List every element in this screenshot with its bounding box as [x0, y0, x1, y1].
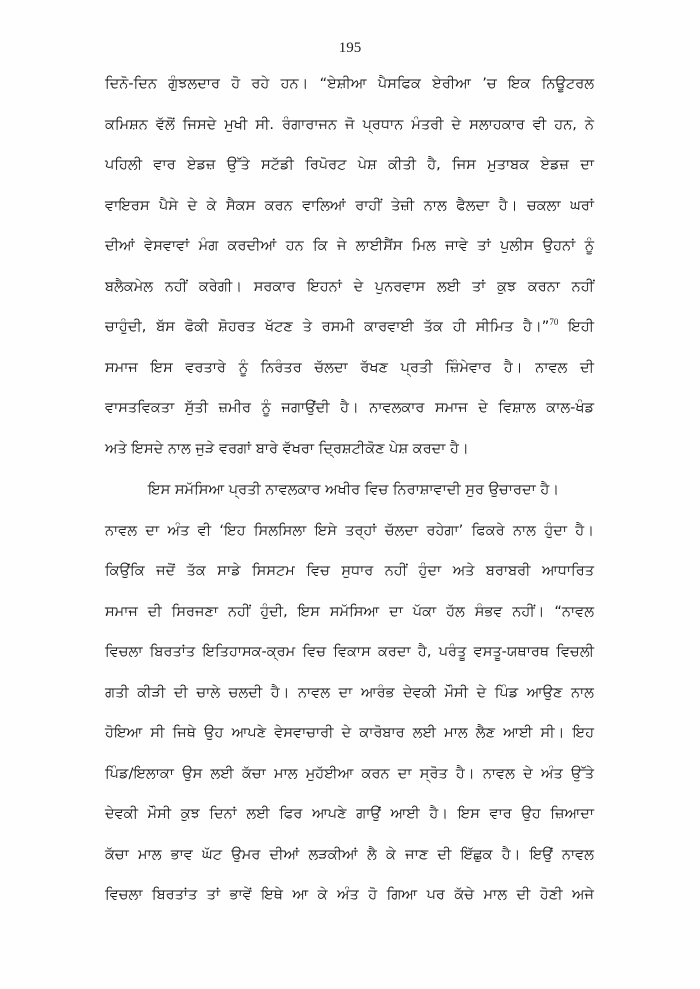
text-segment: ਇਹੀ — [558, 319, 595, 335]
text-line: ਹੋਇਆ ਸੀ ਜਿਥੇ ਉਹ ਆਪਣੇ ਵੇਸਵਾਚਾਰੀ ਦੇ ਕਾਰੋਬਾਰ ਲਈ ਮਾਲ ਲੈਣ ਆਈ ਸੀ। ਇਹ — [105, 725, 594, 741]
text-line: ਗਤੀ ਕੀੜੀ ਦੀ ਚਾਲੇ ਚਲਦੀ ਹੈ। ਨਾਵਲ ਦਾ ਆਰੰਭ ਦੇਵਕੀ ਮੌਸੀ ਦੇ ਪਿੰਡ ਆਉਣ ਨਾਲ — [105, 684, 594, 701]
text-line: ਬਲੈਕਮੇਲ ਨਹੀਂ ਕਰੇਗੀ। ਸਰਕਾਰ ਇਹਨਾਂ ਦੇ ਪੁਨਰਵਾਸ ਲਈ ਤਾਂ ਕੁਝ ਕਰਨਾ ਨਹੀਂ — [105, 278, 594, 295]
paragraph-2 — [105, 470, 594, 916]
text-line: ਦਿਨੋ-ਦਿਨ ਗੁੰਝਲਦਾਰ ਹੋ ਰਹੇ ਹਨ। “ਏਸ਼ੀਆ ਪੈਸਫਿਕ ਏਰੀਆ ’ਚ ਇਕ ਨਿਊਟਰਲ — [105, 76, 594, 92]
text-line: ਵਿਚਲਾ ਬਿਰਤਾਂਤ ਤਾਂ ਭਾਵੇਂ ਇਥੇ ਆ ਕੇ ਅੰਤ ਹੋ ਗਿਆ ਪਰ ਕੱਚੇ ਮਾਲ ਦੀ ਹੋਣੀ ਅਜੇ — [105, 887, 594, 903]
text-line: ਇਸ ਸਮੱਸਿਆ ਪ੍ਰਤੀ ਨਾਵਲਕਾਰ ਅਖੀਰ ਵਿਚ ਨਿਰਾਸ਼ਾਵਾਦੀ ਸੁਰ ਉਚਾਰਦਾ ਹੈ। — [148, 482, 559, 498]
text-line: ਕਿਉਂਕਿ ਜਦੋਂ ਤੱਕ ਸਾਡੇ ਸਿਸਟਮ ਵਿਚ ਸੁਧਾਰ ਨਹੀਂ ਹੁੰਦਾ ਅਤੇ ਬਰਾਬਰੀ ਆਧਾਰਿਤ — [105, 563, 594, 579]
text-line: ਵਾਇਰਸ ਪੈਸੇ ਦੇ ਕੇ ਸੈਕਸ ਕਰਨ ਵਾਲਿਆਂ ਰਾਹੀਂ ਤੇਜ਼ੀ ਨਾਲ ਫੈਲਦਾ ਹੈ। ਚਕਲਾ ਘਰਾਂ — [105, 197, 594, 214]
text-line: ਕਮਿਸ਼ਨ ਵੱਲੋਂ ਜਿਸਦੇ ਮੁਖੀ ਸੀ. ਰੰਗਾਰਾਜਨ ਜੋ ਪ੍ਰਧਾਨ ਮੰਤਰੀ ਦੇ ਸਲਾਹਕਾਰ ਵੀ ਹਨ, ਨੇ — [105, 116, 594, 133]
text-line: ਦੇਵਕੀ ਮੌਸੀ ਕੁਝ ਦਿਨਾਂ ਲਈ ਫਿਰ ਆਪਣੇ ਗਾਉਂ ਆਈ ਹੈ। ਇਸ ਵਾਰ ਉਹ ਜ਼ਿਆਦਾ — [105, 806, 594, 822]
text-line: ਸਮਾਜ ਦੀ ਸਿਰਜਣਾ ਨਹੀਂ ਹੁੰਦੀ, ਇਸ ਸਮੱਸਿਆ ਦਾ ਪੱਕਾ ਹੱਲ ਸੰਭਵ ਨਹੀਂ। “ਨਾਵਲ — [105, 603, 594, 620]
paragraph-1 — [105, 64, 594, 469]
body-text — [105, 64, 594, 916]
footnote-reference[interactable]: 70 — [549, 317, 559, 327]
text-line: ਵਿਚਲਾ ਬਿਰਤਾਂਤ ਇਤਿਹਾਸਕ-ਕ੍ਰਮ ਵਿਚ ਵਿਕਾਸ ਕਰਦਾ ਹੈ, ਪਰੰਤੂ ਵਸਤੂ-ਯਥਾਰਥ ਵਿਚਲੀ — [105, 644, 594, 660]
text-line: ਵਾਸਤਵਿਕਤਾ ਸੁੱਤੀ ਜ਼ਮੀਰ ਨੂੰ ਜਗਾਉਂਦੀ ਹੈ। ਨਾਵਲਕਾਰ ਸਮਾਜ ਦੇ ਵਿਸ਼ਾਲ ਕਾਲ-ਖੰਡ — [105, 400, 594, 416]
text-line: ਦੀਆਂ ਵੇਸਵਾਵਾਂ ਮੰਗ ਕਰਦੀਆਂ ਹਨ ਕਿ ਜੇ ਲਾਈਸੈਂਸ ਮਿਲ ਜਾਵੇ ਤਾਂ ਪੁਲੀਸ ਉਹਨਾਂ ਨੂੰ — [105, 238, 594, 254]
text-segment: ਚਾਹੁੰਦੀ, ਬੱਸ ਫੋਕੀ ਸ਼ੋਹਰਤ ਖੱਟਣ ਤੇ ਰਸਮੀ ਕਾਰਵਾਈ ਤੱਕ ਹੀ ਸੀਮਿਤ ਹੈ।” — [105, 319, 550, 335]
text-line: ਕੱਚਾ ਮਾਲ ਭਾਵ ਘੱਟ ਉਮਰ ਦੀਆਂ ਲੜਕੀਆਂ ਲੈ ਕੇ ਜਾਣ ਦੀ ਇੱਛੁਕ ਹੈ। ਇਉਂ ਨਾਵਲ — [105, 846, 594, 863]
text-line: ਅਤੇ ਇਸਦੇ ਨਾਲ ਜੁੜੇ ਵਰਗਾਂ ਬਾਰੇ ਵੱਖਰਾ ਦ੍ਰਿਸ਼ਟੀਕੋਣ ਪੇਸ਼ ਕਰਦਾ ਹੈ। — [105, 440, 469, 457]
text-line: ਨਾਵਲ ਦਾ ਅੰਤ ਵੀ ‘ਇਹ ਸਿਲਸਿਲਾ ਇਸੇ ਤਰ੍ਹਾਂ ਚੱਲਦਾ ਰਹੇਗਾ’ ਫਿਕਰੇ ਨਾਲ ਹੁੰਦਾ ਹੈ। — [105, 522, 594, 539]
text-line-with-footnote — [105, 307, 594, 348]
text-line: ਸਮਾਜ ਇਸ ਵਰਤਾਰੇ ਨੂੰ ਨਿਰੰਤਰ ਚੱਲਦਾ ਰੱਖਣ ਪ੍ਰਤੀ ਜ਼ਿੰਮੇਵਾਰ ਹੈ। ਨਾਵਲ ਦੀ — [105, 359, 594, 376]
page-number: 195 — [338, 40, 362, 56]
text-line: ਪਹਿਲੀ ਵਾਰ ਏਡਜ਼ ਉੱਤੇ ਸਟੱਡੀ ਰਿਪੋਰਟ ਪੇਸ਼ ਕੀਤੀ ਹੈ, ਜਿਸ ਮੁਤਾਬਕ ਏਡਜ਼ ਦਾ — [105, 157, 594, 173]
text-line: ਪਿੰਡ/ਇਲਾਕਾ ਉਸ ਲਈ ਕੱਚਾ ਮਾਲ ਮੁਹੱਈਆ ਕਰਨ ਦਾ ਸ੍ਰੋਤ ਹੈ। ਨਾਵਲ ਦੇ ਅੰਤ ਉੱਤੇ — [105, 765, 594, 782]
